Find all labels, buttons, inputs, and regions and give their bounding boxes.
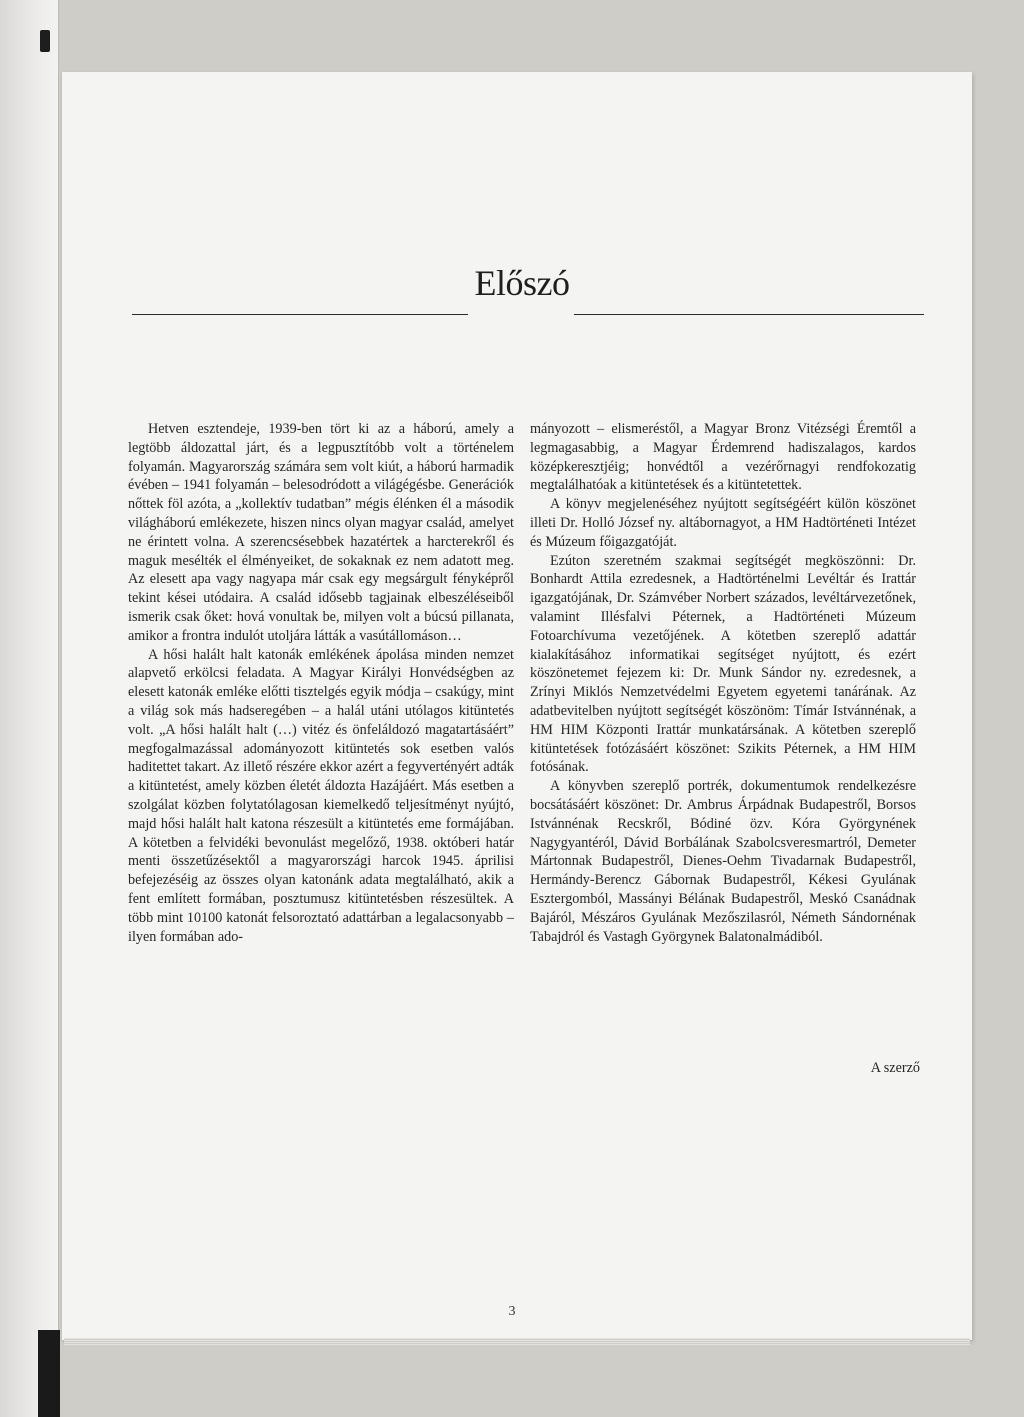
paragraph: Hetven esztendeje, 1939-ben tört ki az a háború, amely a legtöbb áldozattal járt, és a legpusztítóbb volt a történelem folyamán. Magyarország számára sem volt kiút, a háború harmadik évében – 1941 folyamán – belesodródott a világégésbe. Generációk nőttek föl azóta, a „kollektív tudatban” mégis élénken él a második világháború emlékezete, hiszen nincs olyan magyar család, amelyet ne érintett volna. A szerencsésebbek hazatértek a harcterekről és maguk mesélték el élményeiket, de sokaknak ez nem adatott meg. Az elesett apa vagy nagyapa már csak egy megsárgult fényképről tekint kései utódaira. A család idősebb tagjainak elbeszéléseiből ismerik csak őket: hová vonultak be, milyen volt a búcsú pillanata, amikor a frontra indulót utoljára látták a vasútállomáson…	[128, 421, 514, 644]
facing-page-edge	[0, 0, 59, 1417]
page-title: Előszó	[474, 263, 570, 303]
paragraph: A könyvben szereplő portrék, dokumentumok rendelkezésre bocsátásáért köszönet: Dr. Ambrus Árpádnak Budapestről, Borsos Istvánnénak Recskről, Bódiné özv. Kóra Györgynének Nagygyantéról, Dávid Borbálának Szabolcsveresmartról, Demeter Mártonnak Budapestről, Dienes-Oehm Tivadarnak Budapestről, Hermándy-Berencz Gábornak Budapestről, Kékesi Gyulának Esztergomból, Massányi Bélának Budapestről, Meskó Csanádnak Bajáról, Mészáros Gyulának Mezőszilasról, Németh Sándornénak Tabajdról és Vastagh Györgynek Balatonalmádiból.	[530, 778, 916, 945]
paragraph: A hősi halált halt katonák emlékének ápolása minden nemzet alapvető erkölcsi feladata. A Magyar Királyi Honvédségben az elesett katonák emléke előtti tisztelgés egyik módja – csakúgy, mint a világ sok más hadseregében – a halál utáni utólagos kitüntetés volt. „A hősi halált halt (…) vitéz és önfeláldozó magatartásáért” megfogalmazással adományozott kitüntetés sok esetben valós haditettet takart. Az illető részére ekkor azért a fegyvertényért adták a kitüntetést, amely közben életét áldozta Hazájáért. Más esetben a szolgálat közben folytatólagosan kiemelkedő teljesítményt nyújtó, majd hősi halált halt katona részesült a kitüntetés eme formájában. A kötetben a felvidéki bevonulást megelőző, 1938. októberi határ menti összetűzésektől a magyarországi harcok 1945. áprilisi befejezéséig az összes olyan katonánk adata megtalálható, akik a fent említett formában, posztumusz kitüntetésben részesültek. A több mint 10100 katonát felsoroztató adattárban a legalacsonyabb – ilyen formában ado-	[128, 646, 514, 945]
page-stack-edge	[64, 1338, 970, 1346]
heading-rule-right	[574, 314, 924, 315]
page-number: 3	[508, 1304, 516, 1319]
book-cover-edge-top	[40, 30, 50, 52]
chapter-heading	[132, 262, 924, 322]
book-page	[62, 72, 972, 1340]
book-cover-edge-bottom	[38, 1330, 60, 1417]
heading-rule-left	[132, 314, 468, 315]
paragraph: Ezúton szeretném szakmai segítségét megköszönni: Dr. Bonhardt Attila ezredesnek, a Hadtörténelmi Levéltár és Irattár igazgatójának, Dr. Számvéber Norbert százados, levéltárvezetőnek, valamint Illésfalvi Péternek, a Hadtörténeti Múzeum Fotoarchívuma vezetőjének. A kötetben szereplő adattár kialakításához informatikai segítséget nyújtott, és ezért köszönetemet fejezem ki: Dr. Munk Sándor ny. ezredesnek, a Zrínyi Miklós Nemzetvédelmi Egyetem egyetemi tanárának. Az adatbevitelben nyújtott segítségét köszönöm: Tímár Istvánnénak, a HM HIM Központi Irattár munkatársának. A kötetben szereplő kitüntetések fotózásáért köszönet: Szikits Péternek, a HM HIM fotósának.	[530, 552, 916, 776]
text-column-left	[128, 420, 514, 946]
text-column-right	[530, 420, 916, 946]
author-signature: A szerző	[870, 1060, 920, 1076]
paragraph: A könyv megjelenéséhez nyújtott segítségéért külön köszönet illeti Dr. Holló József ny. altábornagyot, a HM Hadtörténeti Intézet és Múzeum főigazgatóját.	[530, 496, 916, 550]
paragraph-continuation: mányozott – elismeréstől, a Magyar Bronz Vitézségi Éremtől a legmagasabbig, a Magyar Érdemrend hadiszalagos, kardos középkeresztjéig; honvédtől a vezérőrnagyi rendfokozatig megtalálhatóak a kitüntetések és a kitüntetettek.	[530, 421, 916, 494]
